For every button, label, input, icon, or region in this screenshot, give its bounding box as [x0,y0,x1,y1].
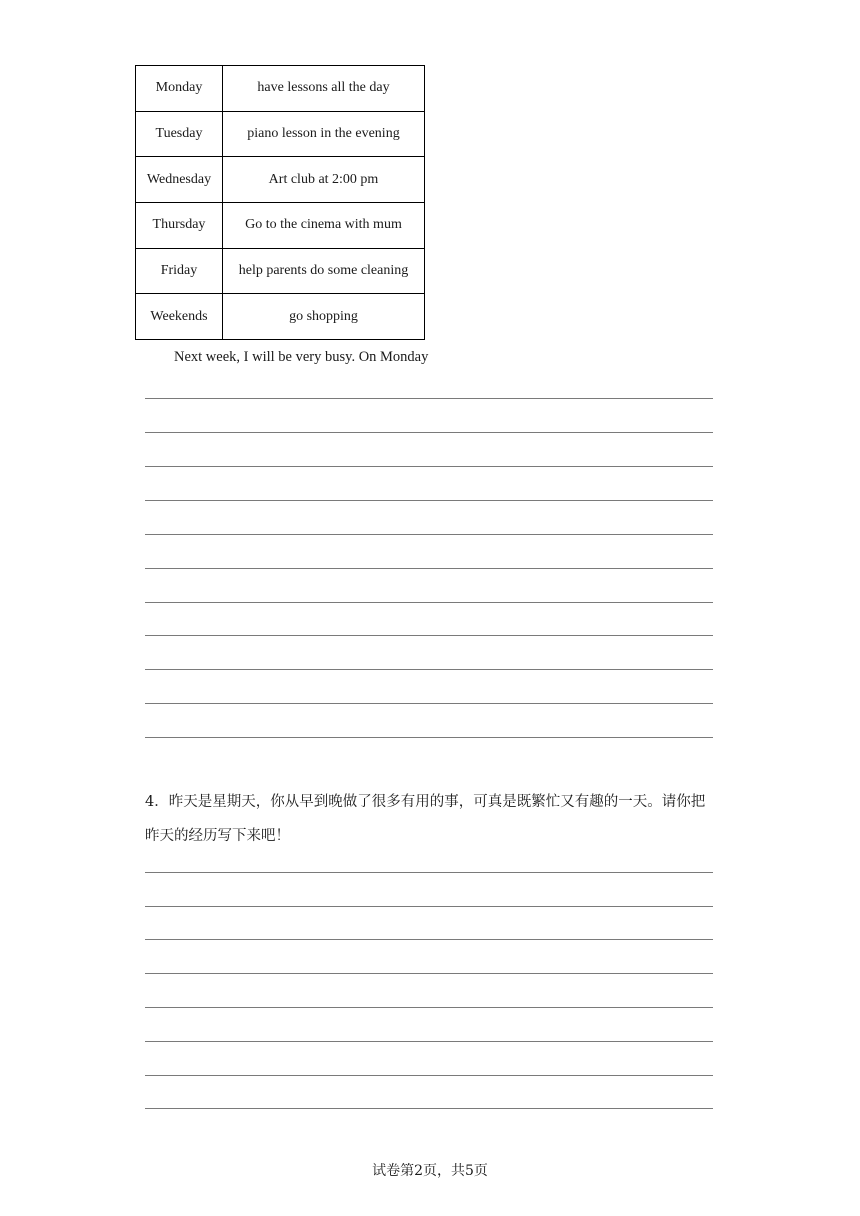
table-row [136,248,425,294]
answer-line[interactable] [145,1075,713,1076]
answer-line[interactable] [145,737,713,738]
day-cell: Monday [136,66,223,112]
answer-line[interactable] [145,635,713,636]
activity-cell: have lessons all the day [223,66,425,112]
activity-cell: Art club at 2:00 pm [223,157,425,203]
table-row [136,66,425,112]
day-cell: Wednesday [136,157,223,203]
table-row [136,203,425,249]
answer-line[interactable] [145,398,713,399]
table-row [136,294,425,340]
activity-cell: Go to the cinema with mum [223,203,425,249]
answer-line[interactable] [145,1041,713,1042]
answer-line[interactable] [145,906,713,907]
day-cell: Weekends [136,294,223,340]
activity-cell: go shopping [223,294,425,340]
answer-line[interactable] [145,973,713,974]
answer-line[interactable] [145,568,713,569]
answer-line[interactable] [145,534,713,535]
writing-prompt-start: Next week, I will be very busy. On Monday [174,349,429,365]
activity-cell: piano lesson in the evening [223,111,425,157]
day-cell: Thursday [136,203,223,249]
activity-cell: help parents do some cleaning [223,248,425,294]
answer-line[interactable] [145,703,713,704]
table-row [136,111,425,157]
answer-line[interactable] [145,1108,713,1109]
answer-line[interactable] [145,466,713,467]
schedule-table [135,65,425,340]
question-4-text: 4．昨天是星期天，你从早到晚做了很多有用的事，可真是既繁忙又有趣的一天。请你把昨天的经历写下来吧！ [145,794,706,844]
answer-line[interactable] [145,939,713,940]
answer-line[interactable] [145,669,713,670]
page-footer: 试卷第2页，共5页 [372,1163,488,1179]
answer-line[interactable] [145,602,713,603]
answer-line[interactable] [145,872,713,873]
day-cell: Friday [136,248,223,294]
answer-line[interactable] [145,500,713,501]
day-cell: Tuesday [136,111,223,157]
table-row [136,157,425,203]
answer-line[interactable] [145,1007,713,1008]
answer-line[interactable] [145,432,713,433]
